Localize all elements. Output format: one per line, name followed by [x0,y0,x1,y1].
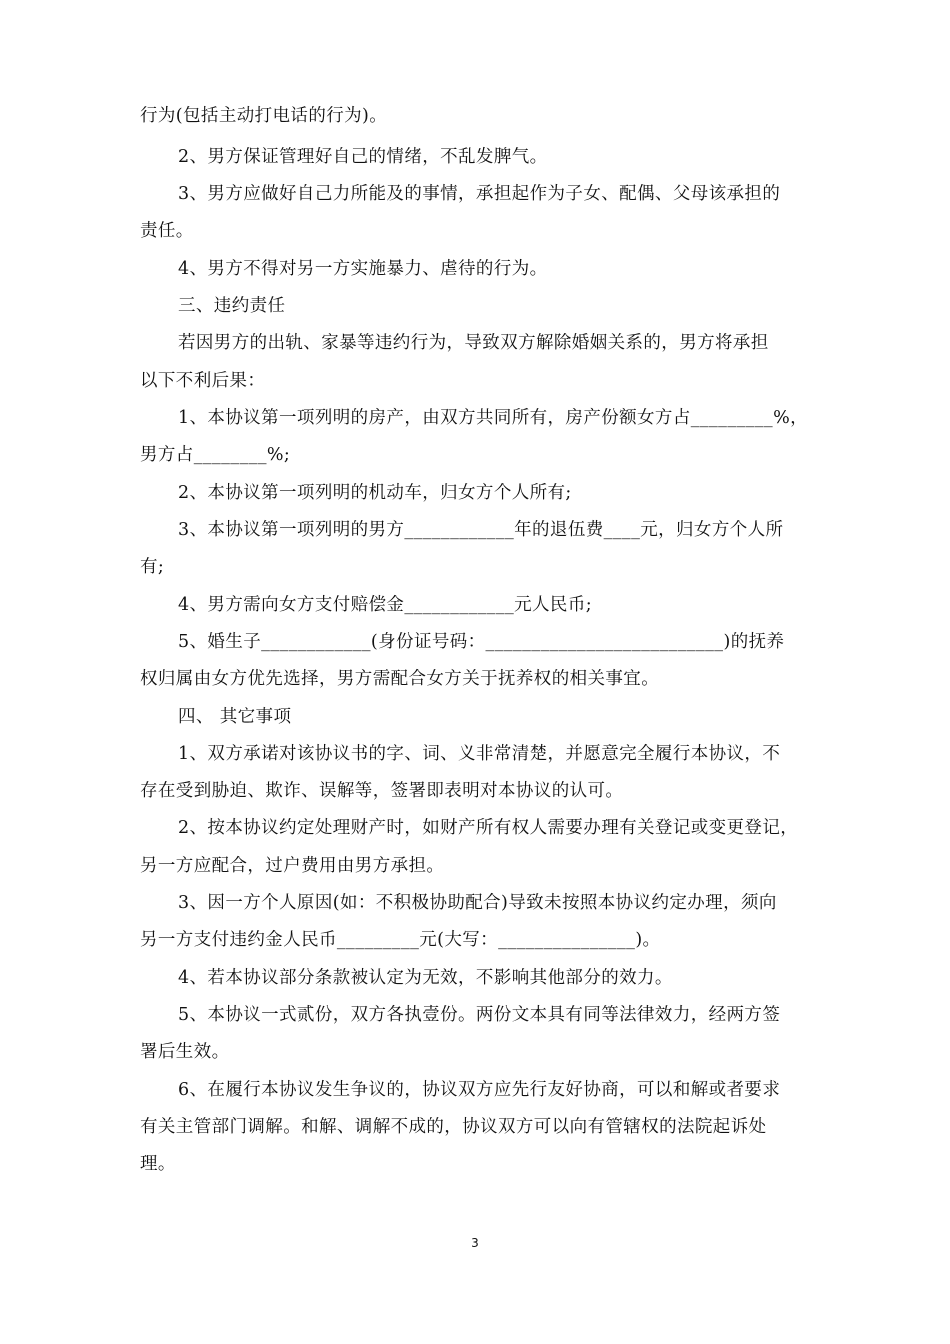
text-line: 4、男方不得对另一方实施暴力、虐待的行为。 [178,259,548,279]
page-number: 3 [471,1236,479,1250]
text-line: 5、婚生子____________(身份证号码：__________________________)的抚养 [178,632,785,652]
text-line: 行为(包括主动打电话的行为)。 [140,106,388,126]
text-line: 另一方支付违约金人民币_________元(大写：_______________)。 [140,930,661,950]
text-line: 3、男方应做好自己力所能及的事情，承担起作为子女、配偶、父母该承担的 [178,184,781,204]
text-line: 男方占________%; [140,445,291,465]
text-line: 理。 [140,1154,176,1174]
text-line: 责任。 [140,221,194,241]
text-line: 5、本协议一式贰份，双方各执壹份。两份文本具有同等法律效力，经两方签 [178,1005,781,1025]
text-line: 有关主管部门调解。和解、调解不成的，协议双方可以向有管辖权的法院起诉处 [140,1117,767,1137]
text-line: 1、双方承诺对该协议书的字、词、义非常清楚，并愿意完全履行本协议，不 [178,744,781,764]
text-line: 以下不利后果： [140,371,266,391]
text-line: 2、本协议第一项列明的机动车，归女方个人所有; [178,483,572,503]
text-line: 3、因一方个人原因(如：不积极协助配合)导致未按照本协议约定办理，须向 [178,893,777,913]
text-line: 3、本协议第一项列明的男方____________年的退伍费____元，归女方个人所 [178,520,784,540]
section-heading: 三、违约责任 [178,296,286,316]
text-line: 有; [140,557,165,577]
text-line: 2、男方保证管理好自己的情绪，不乱发脾气。 [178,147,548,167]
text-line: 4、男方需向女方支付赔偿金____________元人民币; [178,595,593,615]
text-line: 若因男方的出轨、家暴等违约行为，导致双方解除婚姻关系的，男方将承担 [178,333,769,353]
text-line: 存在受到胁迫、欺诈、误解等，签署即表明对本协议的认可。 [140,781,624,801]
text-line: 2、按本协议约定处理财产时，如财产所有权人需要办理有关登记或变更登记， [178,818,799,838]
text-line: 4、若本协议部分条款被认定为无效，不影响其他部分的效力。 [178,968,673,988]
text-line: 另一方应配合，过户费用由男方承担。 [140,856,445,876]
text-line: 权归属由女方优先选择，男方需配合女方关于抚养权的相关事宜。 [140,669,660,689]
section-heading: 四、 其它事项 [178,707,292,727]
text-line: 1、本协议第一项列明的房产，由双方共同所有，房产份额女方占_________%， [178,408,809,428]
text-line: 6、在履行本协议发生争议的，协议双方应先行友好协商，可以和解或者要求 [178,1080,781,1100]
text-line: 署后生效。 [140,1042,230,1062]
